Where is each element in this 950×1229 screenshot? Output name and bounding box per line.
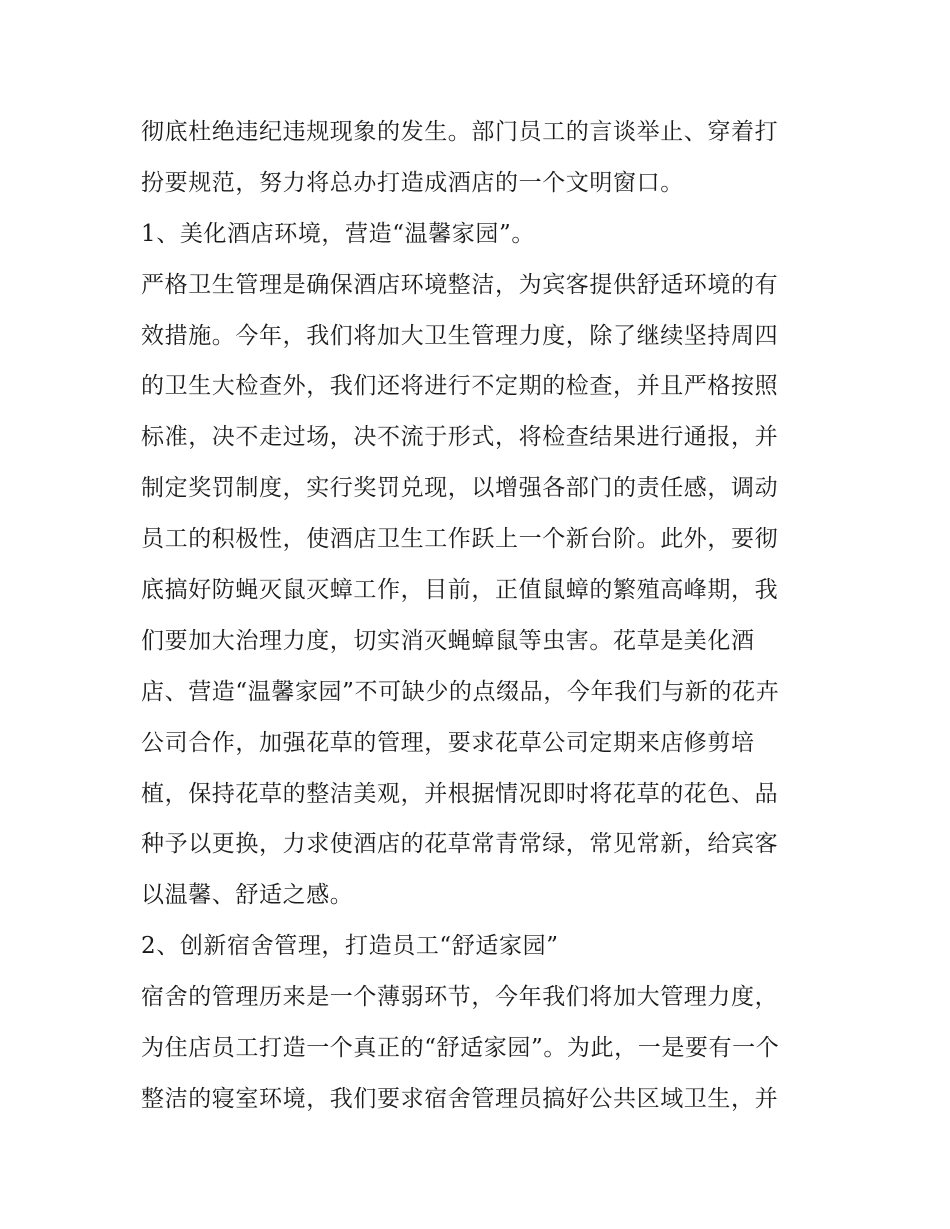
text-line: 为住店员工打造一个真正的“舒适家园”。为此，一是要有一个 (141, 1035, 780, 1062)
text-line: 彻底杜绝违纪违规现象的发生。部门员工的言谈举止、穿着打 (141, 119, 779, 145)
text-line: 种予以更换，力求使酒店的花草常青常绿，常见常新，给宾客 (141, 831, 779, 858)
text-line: 的卫生大检查外，我们还将进行不定期的检查，并且严格按照 (141, 373, 779, 400)
document-body (141, 109, 813, 1127)
text-line: 扮要规范，努力将总办打造成酒店的一个文明窗口。 (141, 169, 684, 196)
text-line: 标准，决不走过场，决不流于形式，将检查结果进行通报，并 (141, 424, 779, 451)
section-heading: 2、创新宿舍管理，打造员工“舒适家园” (141, 933, 559, 960)
text-line: 们要加大治理力度，切实消灭蝇蟑鼠等虫害。花草是美化酒 (141, 627, 755, 654)
text-line: 员工的积极性，使酒店卫生工作跃上一个新台阶。此外，要彻 (141, 526, 779, 553)
text-line: 店、营造“温馨家园”不可缺少的点缀品，今年我们与新的花卉 (141, 678, 780, 705)
text-line: 公司合作，加强花草的管理，要求花草公司定期来店修剪培 (141, 729, 755, 756)
text-line: 效措施。今年，我们将加大卫生管理力度，除了继续坚持周四 (141, 322, 779, 349)
section-heading: 1、美化酒店环境，营造“温馨家园”。 (141, 220, 535, 247)
text-line: 严格卫生管理是确保酒店环境整洁，为宾客提供舒适环境的有 (141, 271, 779, 298)
text-line: 宿舍的管理历来是一个薄弱环节，今年我们将加大管理力度， (141, 984, 779, 1011)
text-line: 植，保持花草的整洁美观，并根据情况即时将花草的花色、品 (141, 780, 779, 807)
text-line: 整洁的寝室环境，我们要求宿舍管理员搞好公共区域卫生，并 (141, 1085, 779, 1112)
text-line: 以温馨、舒适之感。 (141, 882, 354, 909)
text-line: 制定奖罚制度，实行奖罚兑现，以增强各部门的责任感，调动 (141, 475, 779, 502)
text-line: 底搞好防蝇灭鼠灭蟑工作，目前，正值鼠蟑的繁殖高峰期，我 (141, 577, 779, 604)
